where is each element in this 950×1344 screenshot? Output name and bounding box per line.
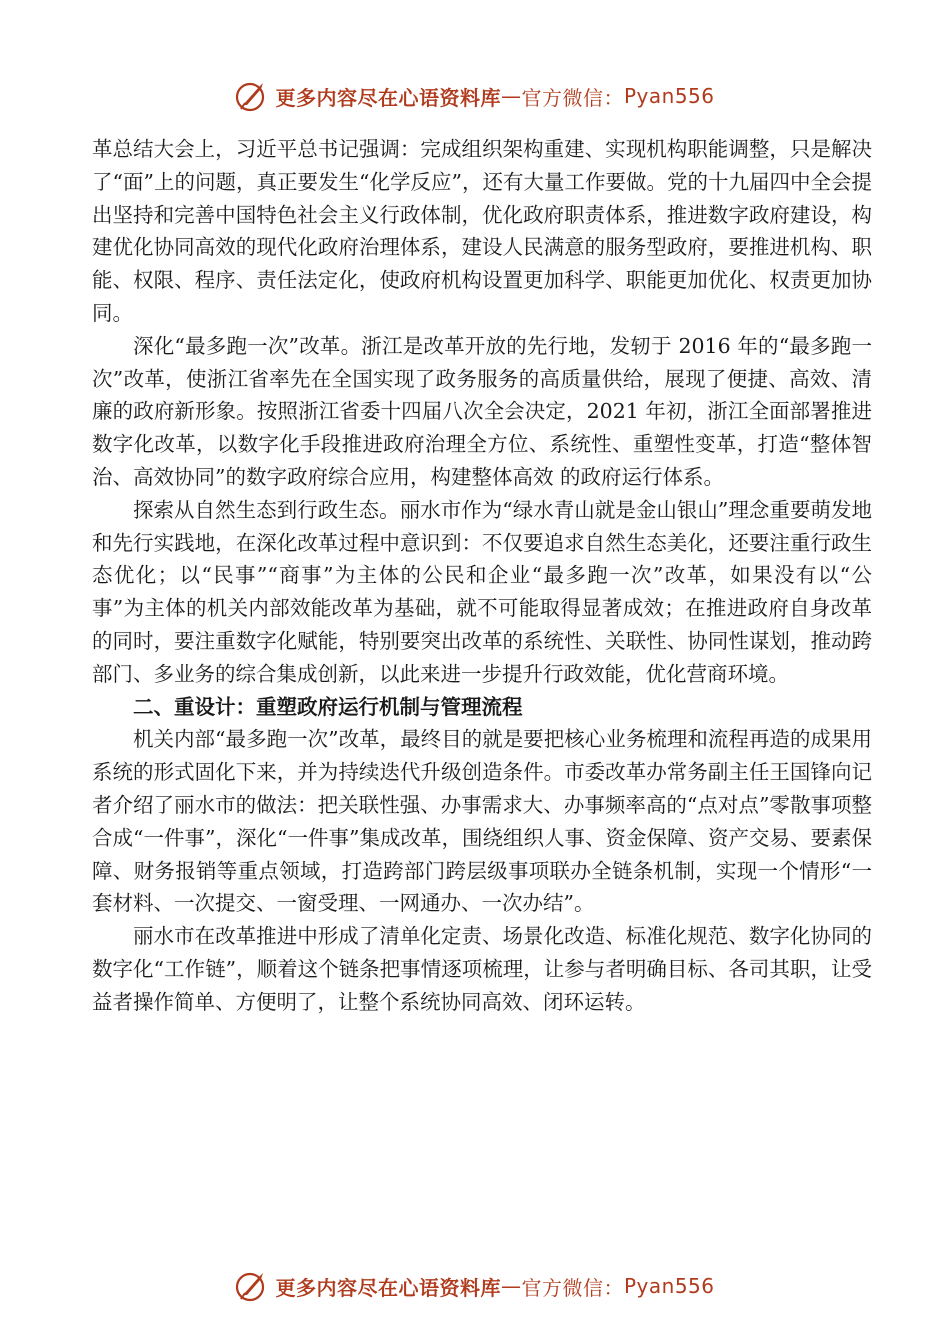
quill-logo-icon [235, 79, 269, 113]
banner-contact-id: Pyan556 [623, 1274, 715, 1298]
paragraph: 机关内部“最多跑一次”改革，最终目的就是要把核心业务梳理和流程再造的成果用系统的形式固化下来，并为持续迭代升级创造条件。市委改革办常务副主任王国锋向记者介绍了丽水市的做法：把关联性强、办事需求大、办事频率高的“点对点”零散事项整合成“一件事”，深化“一件事”集成改革，围绕组织人事、资金保障、资产交易、要素保障、财务报销等重点领域，打造跨部门跨层级事项联办全链条机制，实现一个情形“一套材料、一次提交、一窗受理、一网通办、一次办结”。 [92, 727, 872, 916]
section-heading: 二、重设计：重塑政府运行机制与管理流程 [133, 694, 523, 719]
banner-contact-label: 官方微信： [521, 1275, 624, 1300]
paragraph: 深化“最多跑一次”改革。浙江是改革开放的先行地，发轫于 2016 年的“最多跑一次”改革，使浙江省率先在全国实现了政务服务的高质量供给，展现了便捷、高效、清廉的政府新形象。按照浙江省委十四届八次全会决定，2021 年初，浙江全面部署推进数字化改革，以数字化手段推进政府治理全方位、系统性、重塑性变革，打造“整体智治、高效协同”的数字政府综合应用，构建整体高效 的政府运行体系。 [92, 333, 872, 489]
banner-text: 更多内容尽在心语资料库 [275, 85, 501, 110]
quill-logo-icon [235, 1269, 269, 1303]
paragraph: 探索从自然生态到行政生态。丽水市作为“绿水青山就是金山银山”理念重要萌发地和先行实践地，在深化改革过程中意识到：不仅要追求自然生态美化，还要注重行政生态优化；以“民事”“商事”为主体的公民和企业“最多跑一次”改革，如果没有以“公事”为主体的机关内部效能改革为基础，就不可能取得显著成效；在推进政府自身改革的同时，要注重数字化赋能，特别要突出改革的系统性、关联性、协同性谋划，推动跨部门、多业务的综合集成创新，以此来进一步提升行政效能，优化营商环境。 [92, 497, 872, 686]
banner-text: 更多内容尽在心语资料库 [275, 1275, 501, 1300]
footer-watermark-banner [0, 1264, 950, 1308]
paragraph: 丽水市在改革推进中形成了清单化定责、场景化改造、标准化规范、数字化协同的数字化“工作链”，顺着这个链条把事情逐项梳理，让参与者明确目标、各司其职，让受益者操作简单、方便明了，让整个系统协同高效、闭环运转。 [92, 924, 872, 1014]
document-body [92, 133, 872, 1019]
banner-separator: — [500, 1274, 522, 1298]
banner-separator: — [500, 84, 522, 108]
paragraph-continued: 革总结大会上，习近平总书记强调：完成组织架构重建、实现机构职能调整，只是解决了“面”上的问题，真正要发生“化学反应”，还有大量工作要做。党的十九届四中全会提出坚持和完善中国特色社会主义行政体制，优化政府职责体系，推进数字政府建设，构建优化协同高效的现代化政府治理体系，建设人民满意的服务型政府，要推进机构、职能、权限、程序、责任法定化，使政府机构设置更加科学、职能更加优化、权责更加协同。 [92, 137, 872, 325]
banner-contact-label: 官方微信： [521, 85, 624, 110]
header-watermark-banner [0, 74, 950, 118]
banner-contact-id: Pyan556 [623, 84, 715, 108]
